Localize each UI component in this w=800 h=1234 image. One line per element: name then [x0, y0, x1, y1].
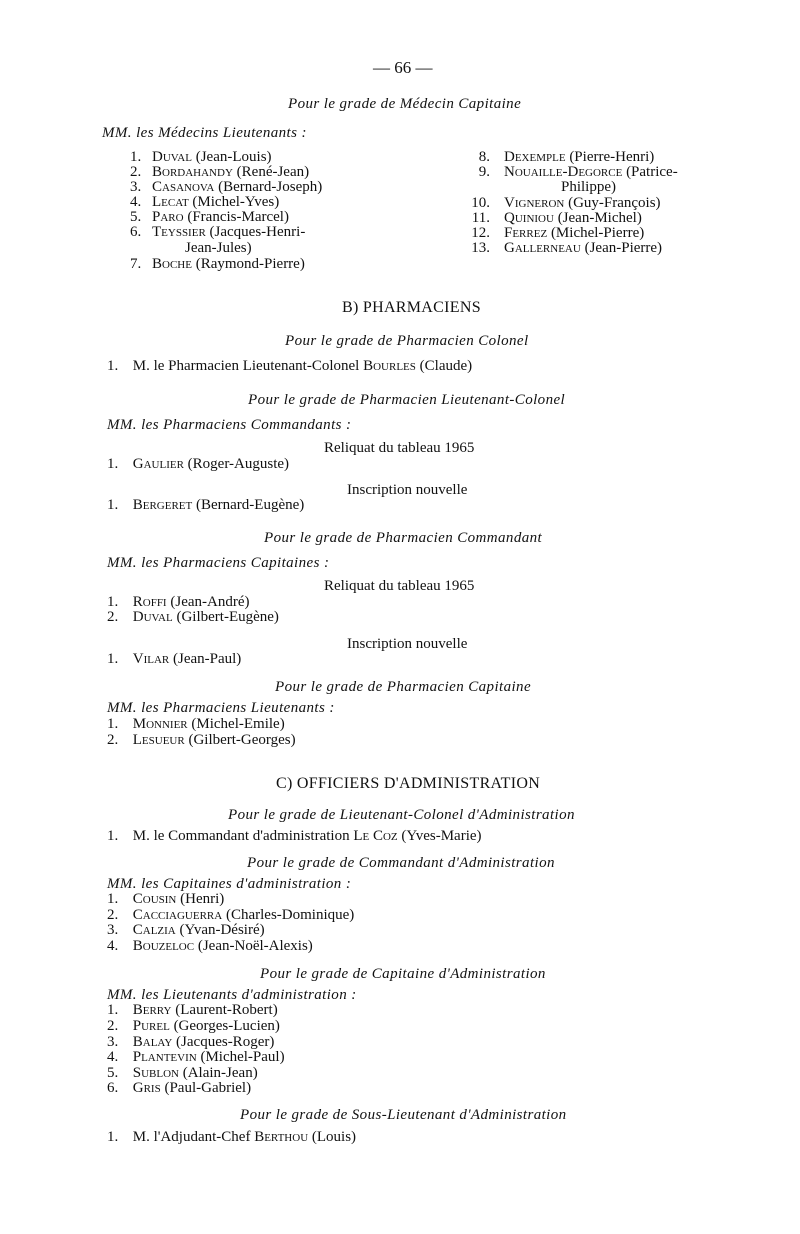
section-heading-pharmaciens: B) PHARMACIENS	[342, 299, 481, 316]
list-item: 1. Berry (Laurent-Robert)	[107, 1002, 278, 1018]
list-item: 3. Balay (Jacques-Roger)	[107, 1034, 275, 1050]
list-item: 3. Casanova (Bernard-Joseph)	[130, 179, 323, 195]
grade-heading-commandant-administration: Pour le grade de Commandant d'Administration	[247, 855, 555, 871]
list-item-continuation: Philippe)	[561, 179, 616, 195]
subheading-reliquat: Reliquat du tableau 1965	[324, 440, 475, 456]
list-item: 1. Duval (Jean-Louis)	[130, 149, 272, 165]
list-item: 1. Roffi (Jean-André)	[107, 594, 250, 610]
list-item: 12. Ferrez (Michel-Pierre)	[471, 225, 645, 241]
list-item: 3. Calzia (Yvan-Désiré)	[107, 922, 265, 938]
group-label-medecins-lieutenants: MM. les Médecins Lieutenants :	[102, 125, 307, 141]
grade-heading-pharmacien-commandant: Pour le grade de Pharmacien Commandant	[264, 530, 543, 546]
list-item: 2. Cacciaguerra (Charles-Dominique)	[107, 907, 355, 923]
grade-heading-pharmacien-capitaine: Pour le grade de Pharmacien Capitaine	[275, 679, 532, 695]
list-item: 6. Teyssier (Jacques-Henri-	[130, 224, 306, 240]
group-label-pharmaciens-commandants: MM. les Pharmaciens Commandants :	[107, 417, 352, 433]
list-item: 1. Gaulier (Roger-Auguste)	[107, 456, 290, 472]
section-heading-officiers-administration: C) OFFICIERS D'ADMINISTRATION	[276, 775, 541, 792]
list-item: 8. Dexemple (Pierre-Henri)	[478, 149, 655, 165]
list-item: 1. Bergeret (Bernard-Eugène)	[107, 497, 305, 513]
list-item: 2. Lesueur (Gilbert-Georges)	[107, 732, 296, 748]
grade-heading-lt-colonel-administration: Pour le grade de Lieutenant-Colonel d'Administration	[228, 807, 575, 823]
list-item: 7. Boche (Raymond-Pierre)	[130, 256, 305, 272]
list-item: 1. M. le Pharmacien Lieutenant-Colonel Bourles (Claude)	[107, 358, 473, 374]
list-item: 10. Vigneron (Guy-François)	[471, 195, 661, 211]
list-item: 5. Paro (Francis-Marcel)	[130, 209, 289, 225]
list-item-continuation: Jean-Jules)	[185, 240, 252, 256]
list-item: 11. Quiniou (Jean-Michel)	[471, 210, 642, 226]
list-item: 6. Gris (Paul-Gabriel)	[107, 1080, 252, 1096]
group-label-pharmaciens-capitaines: MM. les Pharmaciens Capitaines :	[107, 555, 330, 571]
group-label-capitaines-administration: MM. les Capitaines d'administration :	[107, 876, 352, 892]
page-number: — 66 —	[373, 58, 433, 77]
list-item: 2. Duval (Gilbert-Eugène)	[107, 609, 279, 625]
subheading-inscription: Inscription nouvelle	[347, 482, 468, 498]
group-label-lieutenants-administration: MM. les Lieutenants d'administration :	[107, 987, 357, 1003]
list-item: 2. Bordahandy (René-Jean)	[130, 164, 310, 180]
list-item: 2. Purel (Georges-Lucien)	[107, 1018, 280, 1034]
list-item: 4. Bouzeloc (Jean-Noël-Alexis)	[107, 938, 313, 954]
grade-heading-capitaine-administration: Pour le grade de Capitaine d'Administration	[260, 966, 546, 982]
list-item: 1. Cousin (Henri)	[107, 891, 225, 907]
subheading-inscription: Inscription nouvelle	[347, 636, 468, 652]
subheading-reliquat: Reliquat du tableau 1965	[324, 578, 475, 594]
grade-heading-medecin-capitaine: Pour le grade de Médecin Capitaine	[288, 96, 522, 112]
list-item: 5. Sublon (Alain-Jean)	[107, 1065, 258, 1081]
list-item: 1. M. l'Adjudant-Chef Berthou (Louis)	[107, 1129, 357, 1145]
list-item: 1. Vilar (Jean-Paul)	[107, 651, 242, 667]
list-item: 13. Gallerneau (Jean-Pierre)	[471, 240, 663, 256]
list-item: 9. Nouaille-Degorce (Patrice-	[478, 164, 678, 180]
list-item: 4. Plantevin (Michel-Paul)	[107, 1049, 285, 1065]
grade-heading-pharmacien-lieutenant-colonel: Pour le grade de Pharmacien Lieutenant-Colonel	[248, 392, 566, 408]
list-item: 4. Lecat (Michel-Yves)	[130, 194, 280, 210]
list-item: 1. M. le Commandant d'administration Le Coz (Yves-Marie)	[107, 828, 482, 844]
list-item: 1. Monnier (Michel-Emile)	[107, 716, 285, 732]
grade-heading-pharmacien-colonel: Pour le grade de Pharmacien Colonel	[285, 333, 529, 349]
group-label-pharmaciens-lieutenants: MM. les Pharmaciens Lieutenants :	[107, 700, 335, 716]
grade-heading-sous-lieutenant-administration: Pour le grade de Sous-Lieutenant d'Administration	[240, 1107, 567, 1123]
